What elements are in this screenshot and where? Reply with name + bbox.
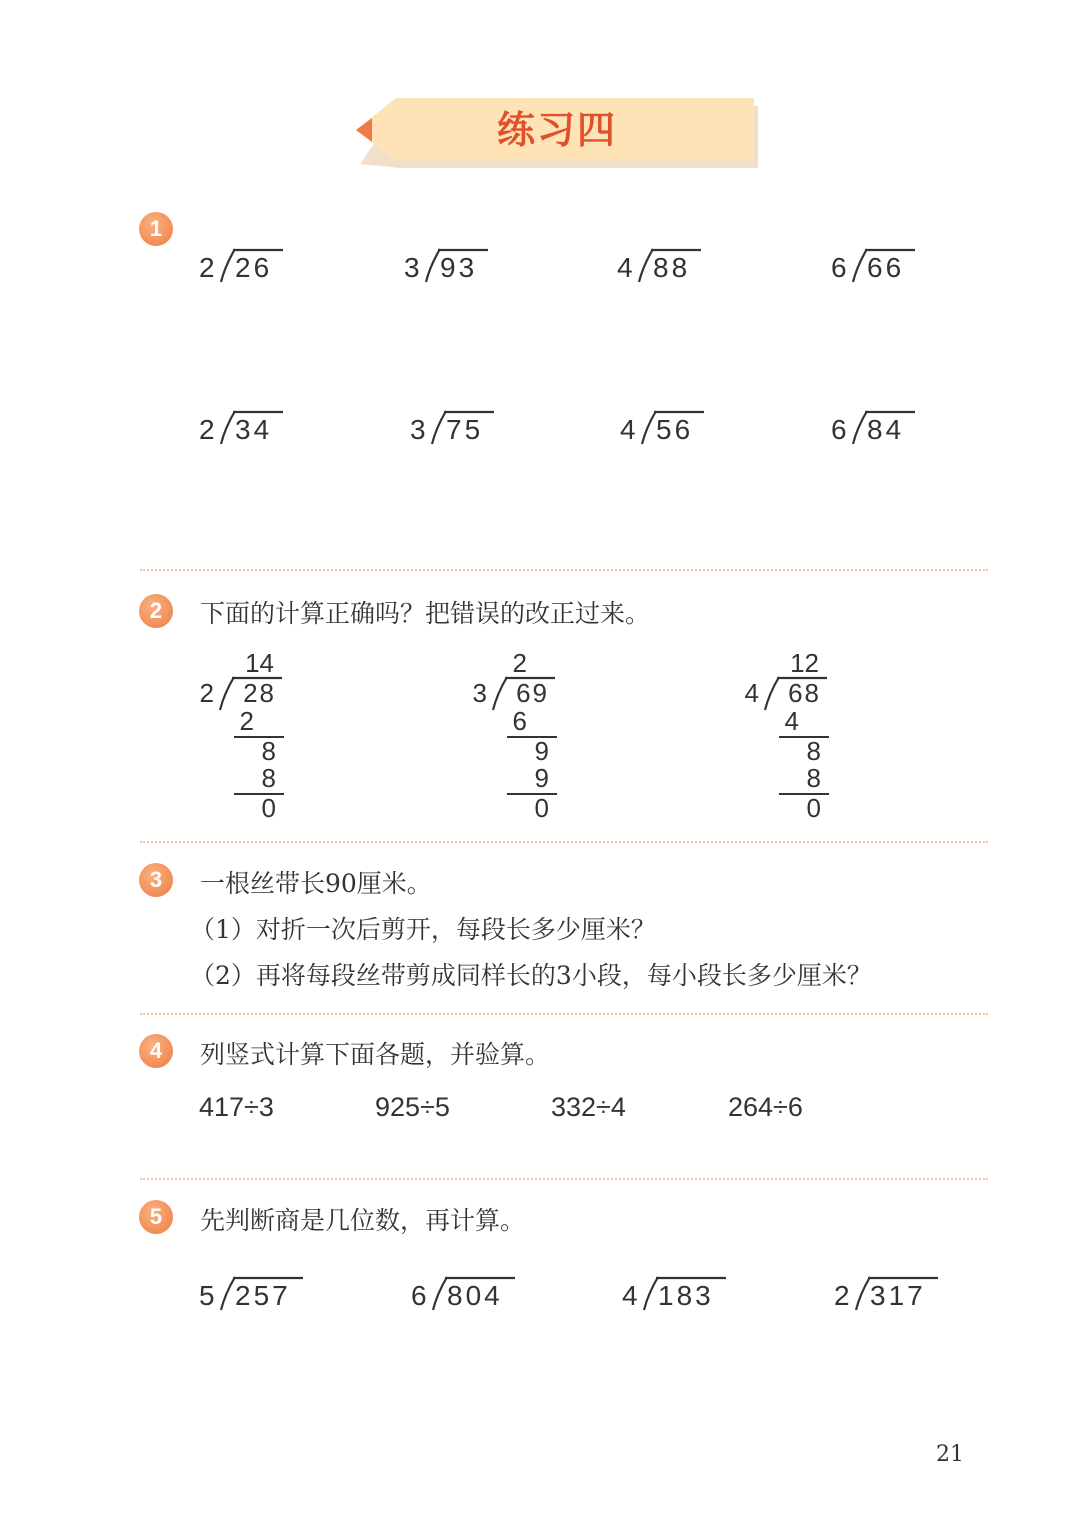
divisor: 4	[744, 678, 759, 708]
section-2-badge: 2	[139, 594, 173, 628]
section-3-badge: 3	[139, 863, 173, 897]
quotient: 12	[790, 648, 819, 678]
equation: 332÷4	[551, 1092, 626, 1122]
dividend: 88	[653, 252, 691, 283]
divisor: 3	[472, 678, 487, 708]
section-3-instruction: 一根丝带长90厘米。	[200, 869, 432, 898]
divisor: 3	[404, 252, 421, 283]
worked-division	[196, 648, 316, 828]
subtract-value: 8	[806, 763, 821, 793]
section-4-instruction: 列竖式计算下面各题，并验算。	[200, 1040, 551, 1069]
divisor: 6	[831, 252, 848, 283]
dividend: 69	[516, 678, 549, 708]
dividend: 68	[788, 678, 821, 708]
section-4-badge: 4	[139, 1034, 173, 1068]
final-remainder: 0	[261, 793, 276, 823]
section-3-question-2: （2）再将每段丝带剪成同样长的3小段，每小段长多少厘米？	[190, 961, 872, 990]
final-remainder: 0	[534, 793, 549, 823]
dividend: 93	[440, 252, 478, 283]
dividend: 56	[656, 414, 694, 445]
page-number: 21	[936, 1442, 964, 1467]
section-5-instruction: 先判断商是几位数，再计算。	[200, 1206, 526, 1235]
divisor: 2	[199, 252, 216, 283]
divisor: 4	[622, 1280, 639, 1311]
title-banner	[356, 98, 758, 168]
page-title: 练习四	[496, 107, 617, 152]
final-remainder: 0	[806, 793, 821, 823]
equation: 264÷6	[728, 1092, 803, 1122]
quotient: 2	[512, 648, 527, 678]
section-5-badge: 5	[139, 1200, 173, 1234]
remainder-value: 9	[534, 736, 549, 766]
dividend: 26	[235, 252, 273, 283]
section-2-instruction: 下面的计算正确吗？把错误的改正过来。	[200, 599, 651, 628]
subtract-value: 9	[534, 763, 549, 793]
section-divider	[140, 841, 988, 843]
dividend: 257	[235, 1280, 291, 1311]
divisor: 4	[617, 252, 634, 283]
subtract-value: 4	[784, 706, 799, 736]
worked-division	[469, 648, 589, 828]
section-divider	[140, 1178, 988, 1180]
dividend: 75	[446, 414, 484, 445]
remainder-value: 8	[806, 736, 821, 766]
subtract-value: 8	[261, 763, 276, 793]
section-1-badge: 1	[139, 212, 173, 246]
divisor: 2	[199, 678, 214, 708]
dividend: 34	[235, 414, 273, 445]
section-divider	[140, 1013, 988, 1015]
subtract-value: 2	[239, 706, 254, 736]
dividend: 66	[867, 252, 905, 283]
divisor: 3	[410, 414, 427, 445]
equation: 417÷3	[199, 1092, 274, 1122]
dividend: 84	[867, 414, 905, 445]
subtract-value: 6	[512, 706, 527, 736]
dividend: 28	[243, 678, 276, 708]
worked-division	[741, 648, 861, 828]
divisor: 6	[411, 1280, 428, 1311]
divisor: 6	[831, 414, 848, 445]
dividend: 183	[658, 1280, 714, 1311]
remainder-value: 8	[261, 736, 276, 766]
quotient: 14	[245, 648, 274, 678]
dividend: 317	[870, 1280, 926, 1311]
section-3-question-1: （1）对折一次后剪开，每段长多少厘米？	[190, 915, 656, 944]
divisor: 2	[834, 1280, 851, 1311]
divisor: 2	[199, 414, 216, 445]
divisor: 5	[199, 1280, 216, 1311]
equation: 925÷5	[375, 1092, 450, 1122]
divisor: 4	[620, 414, 637, 445]
dividend: 804	[447, 1280, 503, 1311]
section-divider	[140, 569, 988, 571]
